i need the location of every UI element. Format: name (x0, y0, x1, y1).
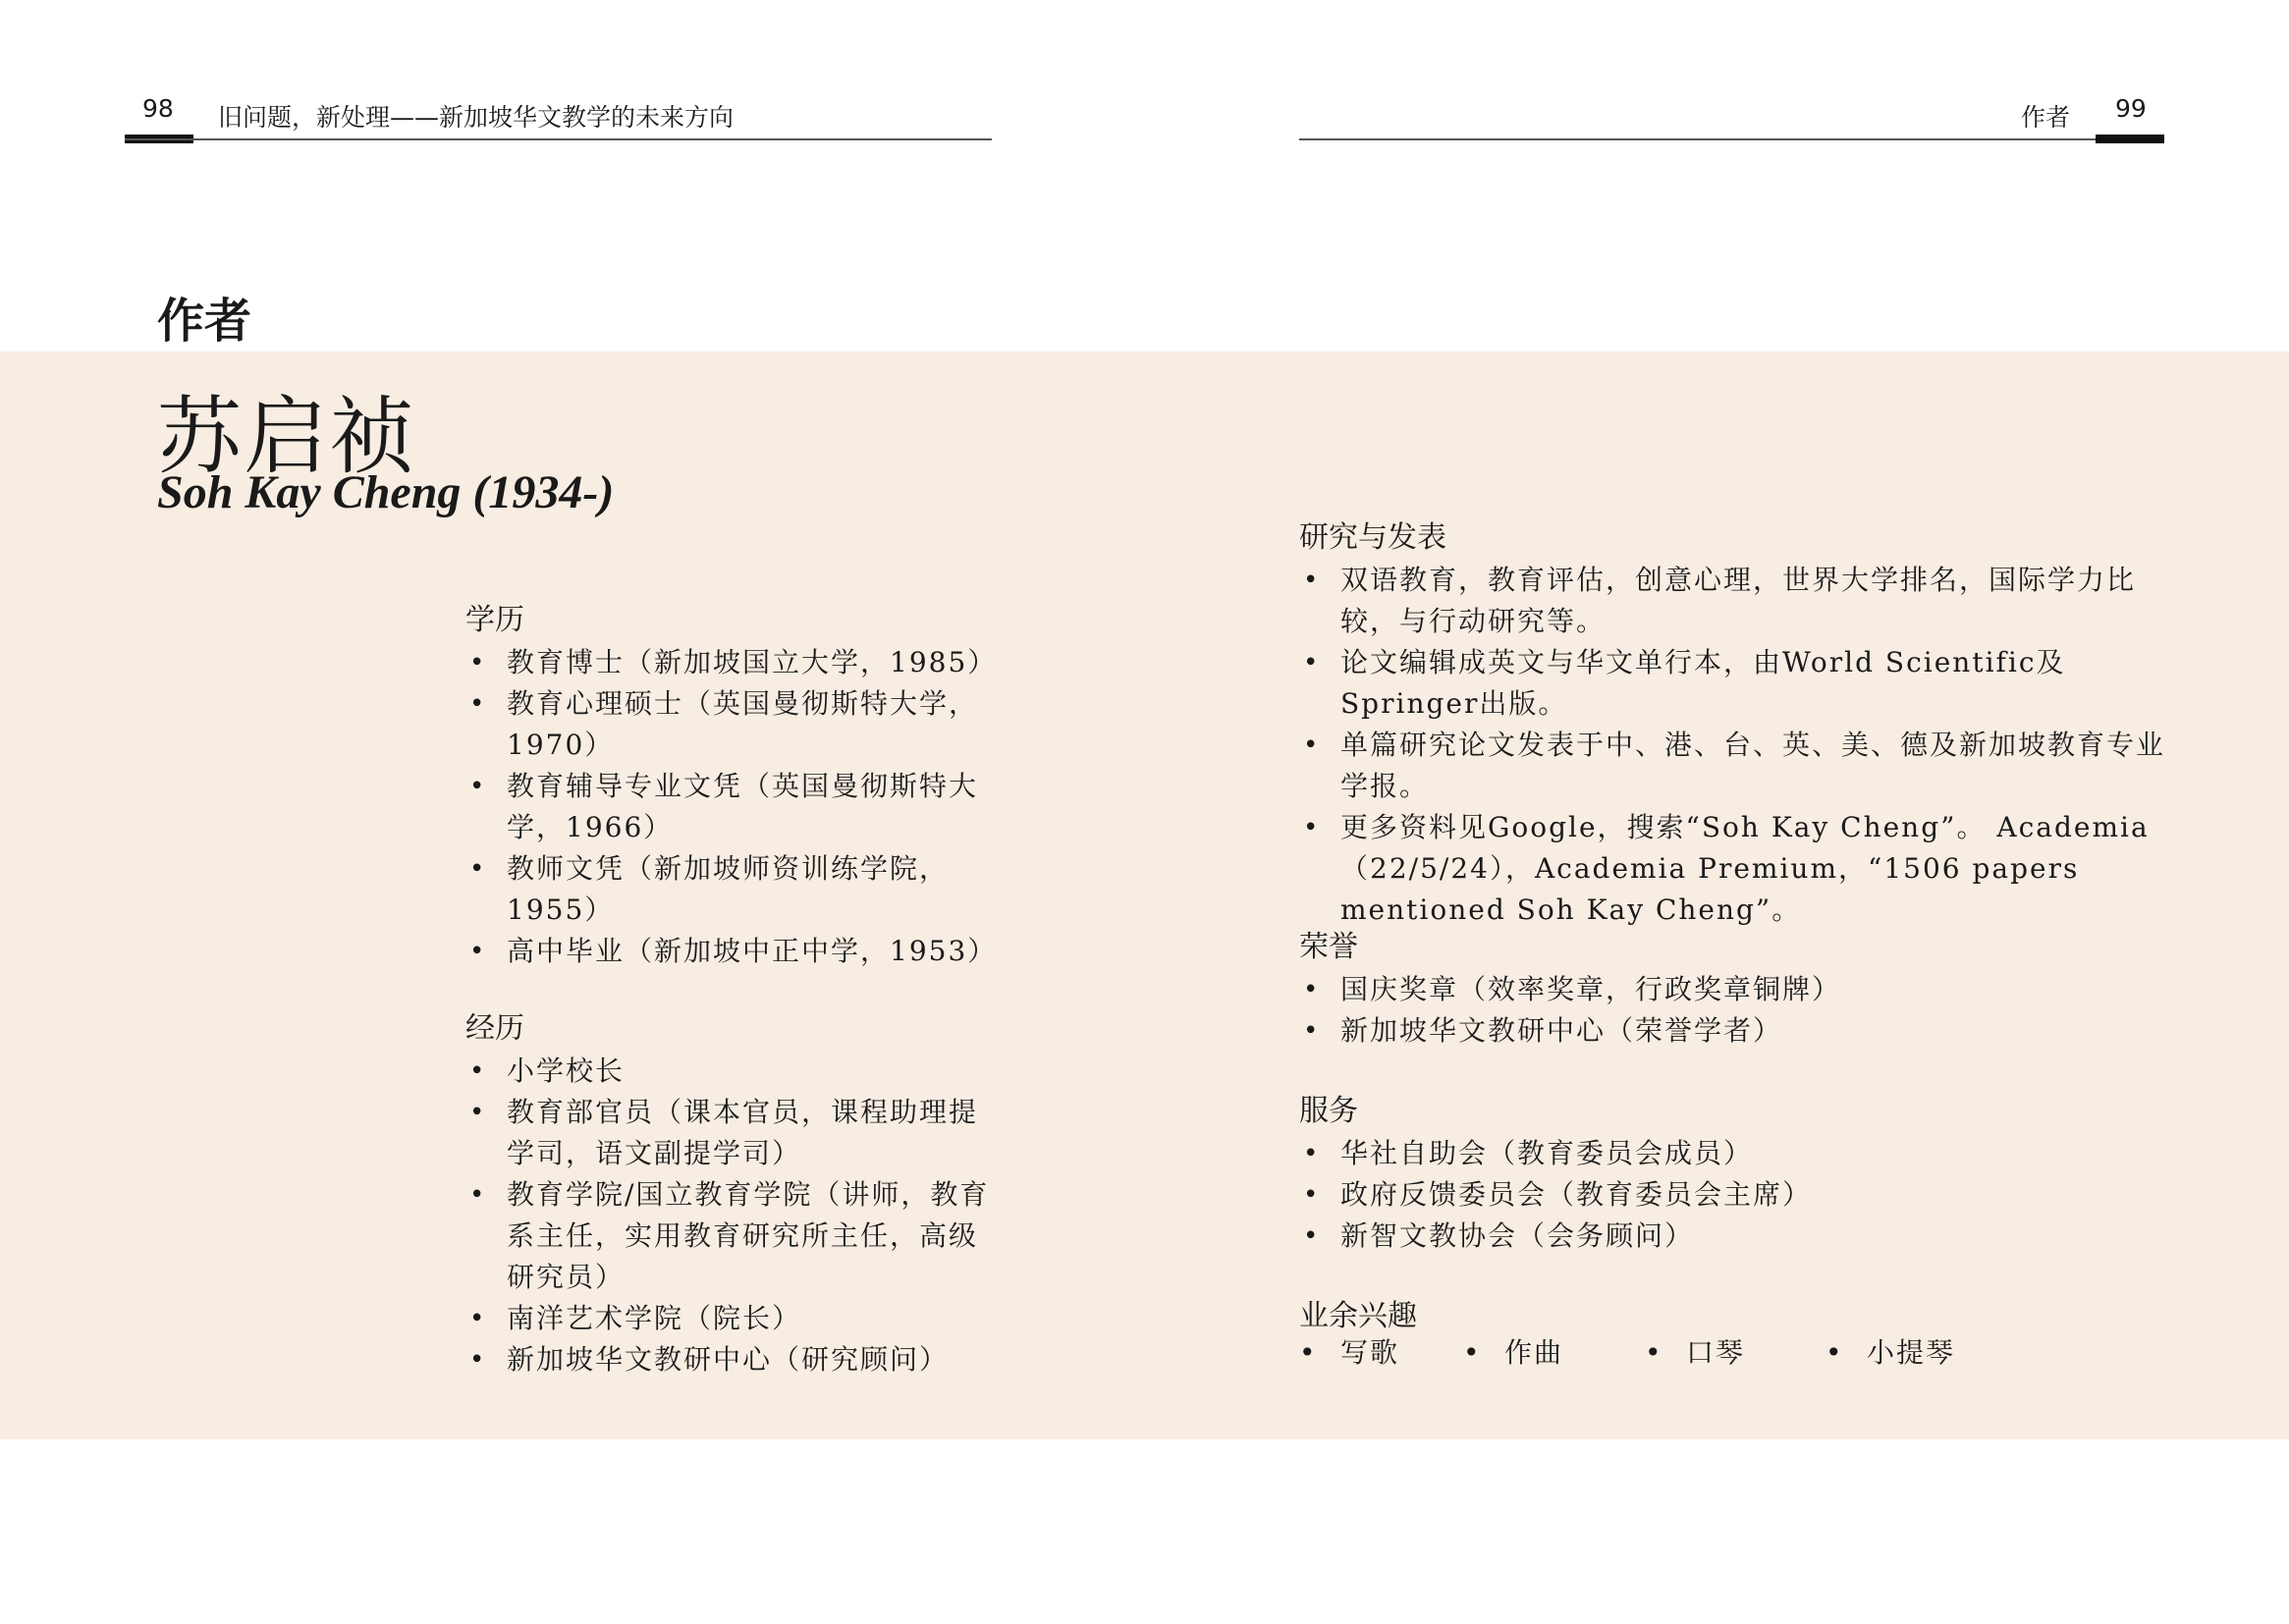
list-item: • 双语教育，教育评估，创意心理，世界大学排名，国际学力比较，与行动研究等。 (1299, 560, 2173, 642)
hobbies-section (1299, 1291, 2173, 1369)
hobby-item: • 小提琴 (1826, 1336, 1956, 1369)
author-name-chinese: 苏启祯 (157, 388, 416, 486)
experience-heading: 经历 (465, 1011, 524, 1046)
hobbies-list (1299, 1332, 2173, 1374)
left-running-title: 旧问题，新处理——新加坡华文教学的未来方向 (218, 103, 735, 132)
right-running-title: 作者 (2021, 103, 2071, 132)
right-header-rule (1299, 138, 2163, 140)
research-heading: 研究与发表 (1299, 520, 1446, 555)
list-item: • 教育部官员（课本官员，课程助理提学司，语文副提学司） (465, 1092, 996, 1174)
research-section (1299, 513, 2173, 931)
right-header-tab (2096, 135, 2164, 143)
author-name-english: Soh Kay Cheng (1934-) (157, 466, 615, 518)
right-page-number: 99 (2115, 94, 2147, 123)
section-title: 作者 (157, 294, 252, 349)
education-heading: 学历 (465, 603, 524, 637)
list-item: • 政府反馈委员会（教育委员会主席） (1299, 1174, 2173, 1216)
list-item: • 单篇研究论文发表于中、港、台、英、美、德及新加坡教育专业学报。 (1299, 725, 2173, 807)
research-list (1299, 560, 2173, 931)
list-item: • 教育心理硕士（英国曼彻斯特大学，1970） (465, 683, 996, 766)
list-item: • 小学校长 (465, 1051, 996, 1092)
list-item: • 高中毕业（新加坡中正中学，1953） (465, 931, 996, 972)
hobby-item: • 写歌 (1299, 1336, 1400, 1369)
left-header-rule (125, 138, 992, 140)
list-item: • 新加坡华文教研中心（荣誉学者） (1299, 1010, 2173, 1052)
education-list (465, 642, 996, 972)
left-page-number: 98 (142, 94, 174, 123)
list-item: • 更多资料见Google，搜索“Soh Kay Cheng”。 Academia（22/5/24），Academia Premium，“1506 papers mentioned Soh Kay Cheng”。 (1299, 807, 2173, 931)
list-item: • 论文编辑成英文与华文单行本，由World Scientific及Springer出版。 (1299, 642, 2173, 725)
hobbies-heading: 业余兴趣 (1299, 1299, 1417, 1333)
list-item: • 教师文凭（新加坡师资训练学院，1955） (465, 848, 996, 931)
honors-heading: 荣誉 (1299, 930, 1358, 964)
experience-list (465, 1051, 996, 1380)
experience-section (465, 1003, 996, 1380)
honors-section (1299, 922, 2173, 1052)
list-item: • 国庆奖章（效率奖章，行政奖章铜牌） (1299, 969, 2173, 1010)
list-item: • 华社自助会（教育委员会成员） (1299, 1133, 2173, 1174)
service-section (1299, 1086, 2173, 1257)
education-section (465, 595, 996, 972)
list-item: • 新加坡华文教研中心（研究顾问） (465, 1339, 996, 1380)
list-item: • 教育学院/国立教育学院（讲师，教育系主任，实用教育研究所主任，高级研究员） (465, 1174, 996, 1298)
list-item: • 新智文教协会（会务顾问） (1299, 1216, 2173, 1257)
list-item: • 教育博士（新加坡国立大学，1985） (465, 642, 996, 683)
service-list (1299, 1133, 2173, 1257)
hobby-item: • 口琴 (1645, 1336, 1746, 1369)
hobby-item: • 作曲 (1463, 1336, 1564, 1369)
list-item: • 教育辅导专业文凭（英国曼彻斯特大学，1966） (465, 766, 996, 848)
list-item: • 南洋艺术学院（院长） (465, 1298, 996, 1339)
service-heading: 服务 (1299, 1094, 1358, 1128)
honors-list (1299, 969, 2173, 1052)
